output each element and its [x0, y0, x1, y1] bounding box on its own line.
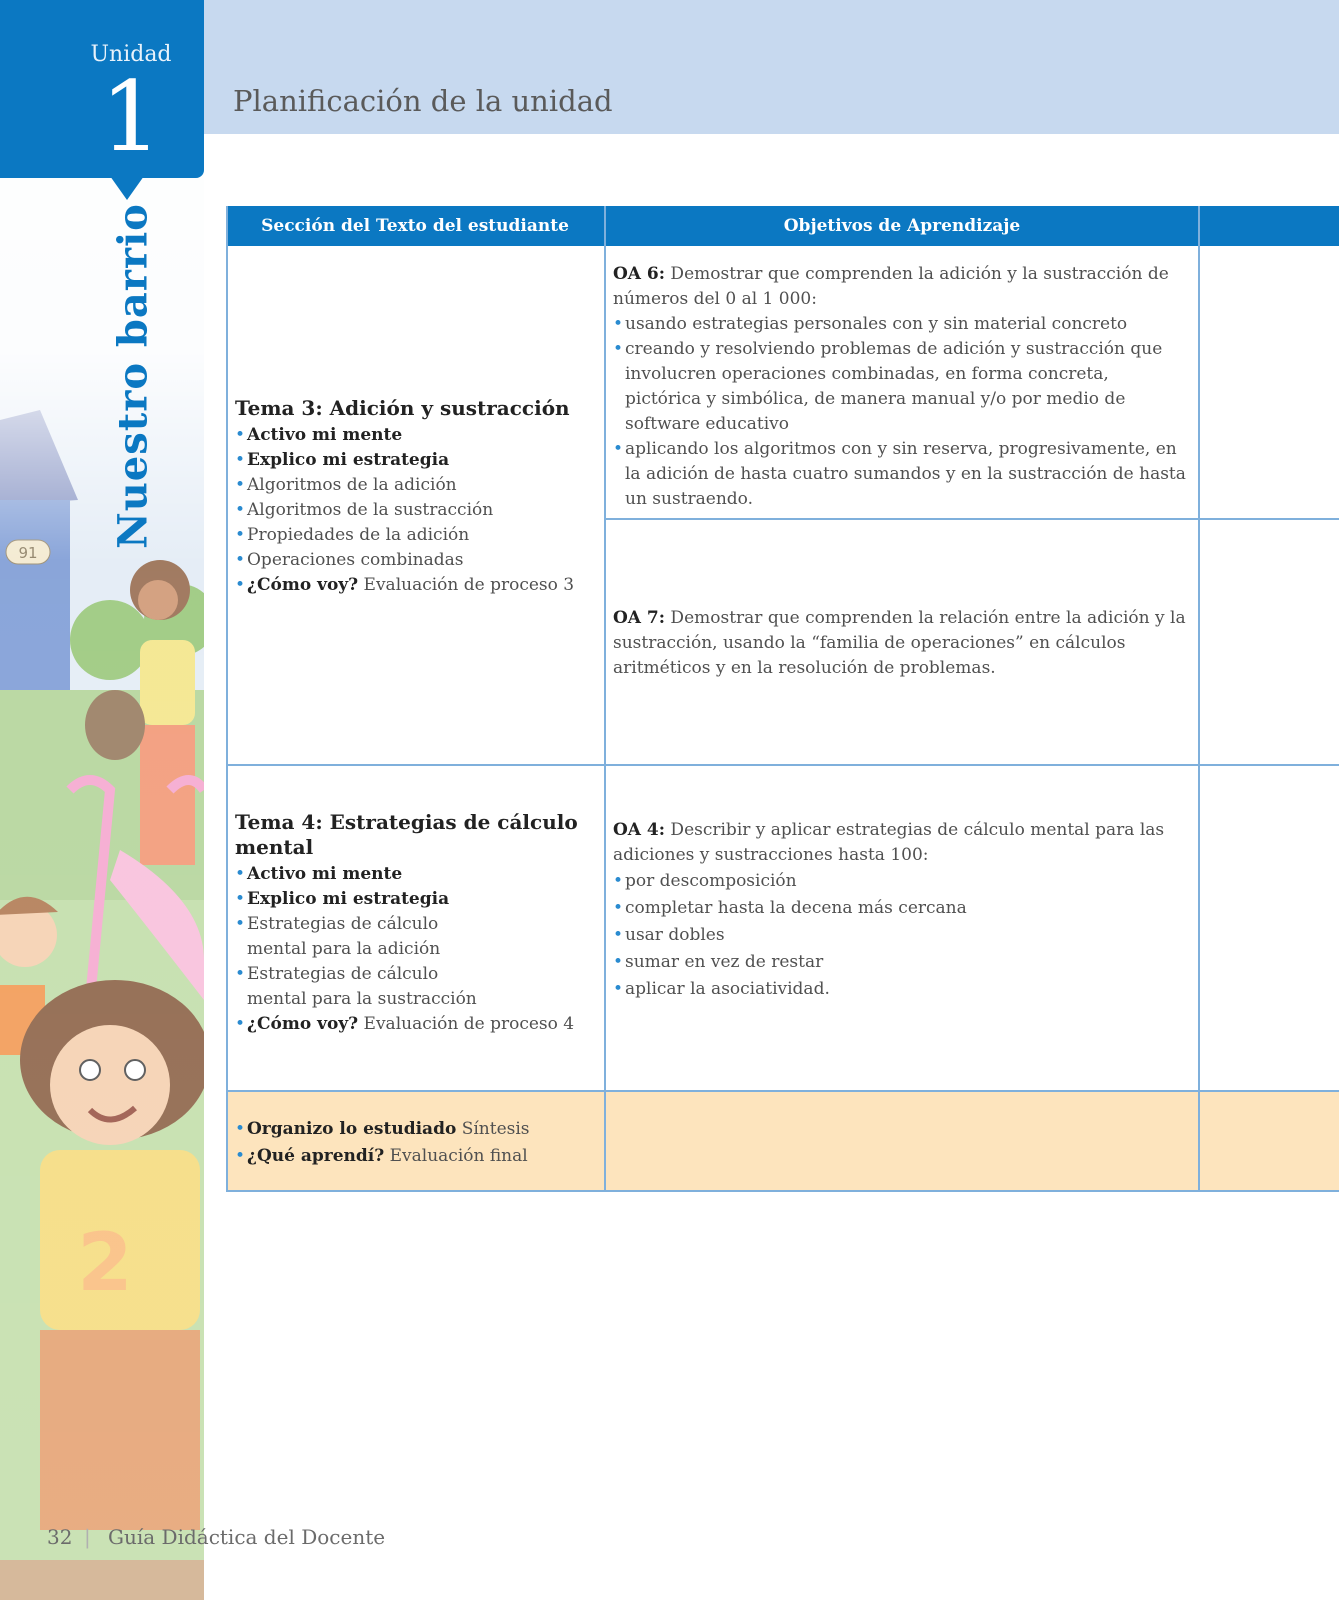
list-item: • ¿Cómo voy? Evaluación de proceso 4: [235, 1012, 601, 1037]
list-item: • Estrategias de cálculo mental para la sustracción: [235, 962, 487, 1012]
unit-tab-arrow: [110, 176, 144, 200]
synthesis-list: [235, 1116, 601, 1170]
grid-line: [1198, 206, 1200, 1192]
grid-line: [226, 206, 228, 1192]
list-item: • Organizo lo estudiado Síntesis: [235, 1116, 601, 1143]
neighborhood-illustration: [0, 0, 204, 1600]
grid-line: [226, 1190, 1339, 1192]
oa6-list: [613, 312, 1188, 512]
footer: [0, 1525, 400, 1557]
header-band: [204, 0, 1339, 134]
tema4-list: [235, 862, 601, 1037]
planning-table: [226, 206, 1339, 1192]
grid-line: [604, 206, 606, 1192]
synthesis-cell: [235, 1116, 601, 1170]
page-title: Planificación de la unidad: [233, 84, 613, 118]
footer-separator: |: [84, 1525, 91, 1549]
list-item: • completar hasta la decena más cercana: [613, 895, 1193, 922]
oa4-list: [613, 868, 1193, 1003]
list-item: • por descomposición: [613, 868, 1193, 895]
oa4-cell: [613, 818, 1193, 1003]
grid-line: [226, 764, 1339, 766]
list-item: • Propiedades de la adición: [235, 523, 601, 548]
list-item: • Operaciones combinadas: [235, 548, 601, 573]
grid-line: [226, 1090, 1339, 1092]
list-item: • ¿Cómo voy? Evaluación de proceso 3: [235, 573, 601, 598]
list-item: • Activo mi mente: [235, 862, 601, 887]
oa4-statement: OA 4: Describir y aplicar estrategias de cálculo mental para las adiciones y sustracciones hasta 100:: [613, 820, 1165, 865]
tema3-title: Tema 3: Adición y sustracción: [235, 396, 570, 420]
list-item: • Algoritmos de la sustracción: [235, 498, 601, 523]
list-item: • sumar en vez de restar: [613, 949, 1193, 976]
list-item: • Algoritmos de la adición: [235, 473, 601, 498]
list-item: • Explico mi estrategia: [235, 448, 601, 473]
column-header-objectives: Objetivos de Aprendizaje: [783, 216, 1021, 236]
grid-line: [604, 518, 1339, 520]
list-item: • usar dobles: [613, 922, 1193, 949]
book-title: Guía Didáctica del Docente: [108, 1525, 386, 1549]
unit-label: Unidad: [90, 42, 172, 67]
table-header: [226, 206, 1339, 246]
list-item: • usando estrategias personales con y sin material concreto: [613, 312, 1188, 337]
sidebar: [0, 0, 204, 1600]
oa6-cell: [613, 262, 1188, 512]
page-number: 32: [47, 1525, 73, 1549]
oa7-cell: [613, 606, 1188, 681]
list-item: • Estrategias de cálculo mental para la adición: [235, 912, 487, 962]
unit-title: Nuestro barrio: [109, 203, 157, 549]
tema3-list: [235, 423, 601, 598]
oa6-statement: OA 6: Demostrar que comprenden la adición y la sustracción de números del 0 al 1 000:: [613, 264, 1169, 309]
list-item: • Explico mi estrategia: [235, 887, 601, 912]
oa7-statement: OA 7: Demostrar que comprenden la relación entre la adición y la sustracción, usando la “familia de operaciones” en cálculos aritméticos y en la resolución de problemas.: [613, 608, 1186, 678]
list-item: • creando y resolviendo problemas de adición y sustracción que involucren operaciones combinadas, en forma concreta, pictórica y simbólica, de manera manual y/o por medio de software educativo: [613, 337, 1188, 437]
tema3-cell: [235, 396, 601, 598]
unit-number: 1: [100, 61, 162, 173]
list-item: • ¿Qué aprendí? Evaluación final: [235, 1143, 601, 1170]
tema4-title: Tema 4: Estrategias de cálculo mental: [235, 810, 578, 859]
tema4-cell: [235, 810, 601, 1037]
list-item: • Activo mi mente: [235, 423, 601, 448]
list-item: • aplicar la asociatividad.: [613, 976, 1193, 1003]
list-item: • aplicando los algoritmos con y sin reserva, progresivamente, en la adición de hasta cuatro sumandos y en la sustracción de hasta un sustraendo.: [613, 437, 1188, 512]
column-header-section: Sección del Texto del estudiante: [261, 216, 569, 236]
